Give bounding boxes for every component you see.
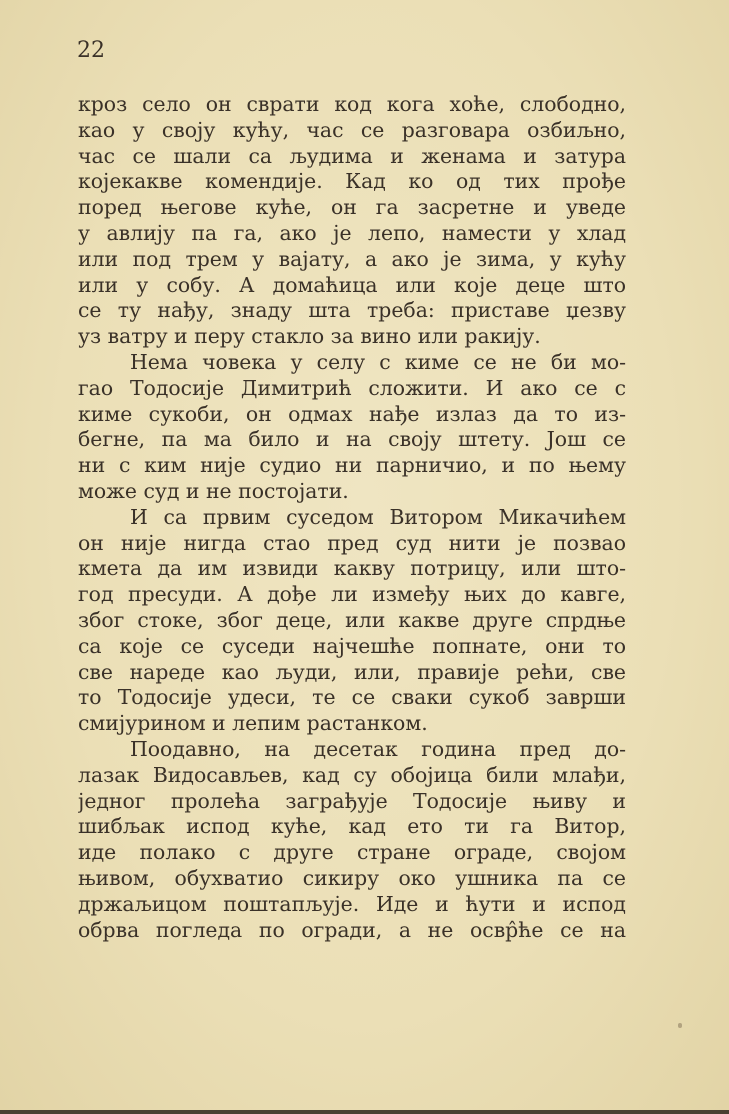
text-line: кмета да им извиди какву потрицу, или што-	[78, 556, 626, 581]
text-line: И са првим суседом Витором Микачићем	[130, 504, 626, 529]
text-line: Нема човека у селу с киме се не би мо-	[130, 349, 626, 374]
text-line: због стоке, због деце, или какве друге спрдње	[78, 607, 626, 632]
text-line: киме сукоби, он одмах нађе излаз да то из-	[78, 401, 626, 426]
page-number: 22	[77, 38, 105, 63]
text-line: ни с ким није судио ни парничио, и по њему	[78, 453, 626, 478]
text-line: може суд и не постојати.	[78, 478, 349, 503]
page-bottom-edge	[0, 1110, 729, 1114]
text-line: њивом, обухватио сикиру око ушника па се	[78, 865, 626, 890]
text-line: иде полако с друге стране ограде, својом	[78, 840, 626, 865]
text-line: шибљак испод куће, кад ето ти га Витор,	[78, 814, 626, 839]
text-line: или у собу. А домаћица или које деце што	[78, 272, 626, 297]
text-line: он није нигда стао пред суд нити је позвао	[78, 530, 626, 555]
text-line: поред његове куће, он га засретне и уведе	[78, 195, 626, 220]
text-line: са које се суседи најчешће попнате, они то	[78, 633, 626, 658]
text-line: обрва погледа по огради, а не освр̂ће се на	[78, 917, 626, 942]
text-line: у авлију па га, ако је лепо, намести у хлад	[78, 220, 626, 245]
text-line: кроз село он сврати код кога хоће, слободно,	[78, 92, 626, 116]
text-line: или под трем у вајату, а ако је зима, у кућу	[78, 246, 626, 271]
text-line: то Тодосије удеси, те се сваки сукоб заврши	[78, 685, 626, 710]
text-line: држаљицом поштапљује. Иде и ћути и испод	[78, 891, 626, 916]
text-line: једног пролећа заграђује Тодосије њиву и	[78, 788, 626, 813]
text-line: којекакве комендије. Кад ко од тих прође	[78, 169, 626, 194]
paper-speck	[678, 1023, 682, 1028]
text-line: лазак Видосављев, кад су обојица били млађи,	[78, 762, 626, 787]
body-text	[78, 92, 626, 943]
text-line: уз ватру и перу стакло за вино или ракију.	[78, 324, 541, 349]
text-line: Поодавно, на десетак година пред до-	[130, 736, 626, 761]
text-line: све нареде као људи, или, правије рећи, све	[78, 659, 626, 684]
text-line: као у своју кућу, час се разговара озбиљно,	[78, 117, 626, 142]
text-line: час се шали са људима и женама и затура	[78, 143, 626, 168]
text-line: смијурином и лепим растанком.	[78, 711, 428, 736]
text-line: гао Тодосије Димитрић сложити. И ако се с	[78, 375, 626, 400]
text-line: се ту нађу, знаду шта треба: приставе џезву	[78, 298, 626, 323]
text-line: год пресуди. А дође ли између њих до кавге,	[78, 582, 626, 607]
text-line: бегне, па ма било и на своју штету. Још се	[78, 427, 626, 452]
